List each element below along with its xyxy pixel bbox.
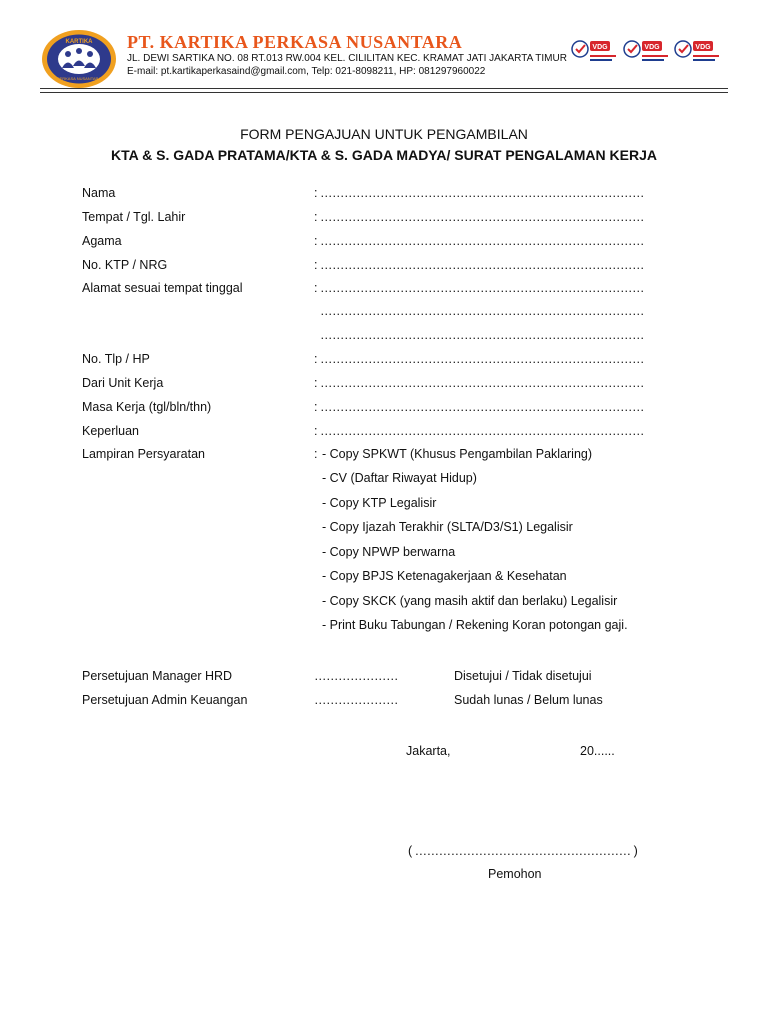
requirement-item: - Copy KTP Legalisir bbox=[322, 496, 437, 510]
form-subtitle: KTA & S. GADA PRATAMA/KTA & S. GADA MADYA/ SURAT PENGALAMAN KERJA bbox=[111, 147, 657, 163]
certification-badge-3 bbox=[673, 38, 721, 66]
logo-bottom-text: PERKASA NUSANTARA bbox=[56, 76, 102, 81]
lampiran-colon: : bbox=[314, 447, 318, 461]
requirement-item: - Copy NPWP berwarna bbox=[322, 545, 456, 559]
requirement-item: - Copy BPJS Ketenagakerjaan & Kesehatan bbox=[322, 569, 567, 583]
certification-badge-1 bbox=[570, 38, 618, 66]
field-fill-tlp[interactable]: : ……………………………………………………………………… bbox=[314, 352, 644, 366]
field-fill-nama[interactable]: : ……………………………………………………………………… bbox=[314, 186, 644, 200]
field-fill-unit[interactable]: : ……………………………………………………………………… bbox=[314, 376, 644, 390]
approval-label-hrd: Persetujuan Manager HRD bbox=[82, 669, 233, 683]
field-label-ktp: No. KTP / NRG bbox=[82, 258, 168, 272]
approval-status-hrd: Disetujui / Tidak disetujui bbox=[454, 669, 592, 683]
cert-label-3: VDG bbox=[695, 44, 711, 51]
approval-fill-hrd[interactable]: ………………… bbox=[314, 669, 398, 683]
approval-label-admin: Persetujuan Admin Keuangan bbox=[82, 693, 248, 707]
requirement-item: - CV (Daftar Riwayat Hidup) bbox=[322, 471, 477, 485]
cert-label-2: VDG bbox=[644, 44, 660, 51]
field-label-nama: Nama bbox=[82, 186, 116, 200]
field-label-keperluan: Keperluan bbox=[82, 424, 139, 438]
field-fill-keperluan[interactable]: : ……………………………………………………………………… bbox=[314, 424, 644, 438]
requirement-item: - Print Buku Tabungan / Rekening Koran potongan gaji. bbox=[322, 618, 628, 632]
company-name: PT. KARTIKA PERKASA NUSANTARA bbox=[127, 32, 463, 52]
field-fill-alamat-3[interactable]: ……………………………………………………………………… bbox=[320, 328, 644, 342]
approval-fill-admin[interactable]: ………………… bbox=[314, 693, 398, 707]
field-fill-agama[interactable]: : ……………………………………………………………………… bbox=[314, 234, 644, 248]
header-divider-thin bbox=[40, 92, 728, 93]
header-divider bbox=[40, 88, 728, 89]
field-fill-ttl[interactable]: : ……………………………………………………………………… bbox=[314, 210, 644, 224]
signature-role: Pemohon bbox=[488, 867, 542, 881]
field-label-agama: Agama bbox=[82, 234, 122, 248]
company-logo bbox=[40, 28, 118, 90]
certification-badge-2 bbox=[622, 38, 670, 66]
logo-top-text: KARTIKA bbox=[65, 39, 93, 45]
field-label-alamat: Alamat sesuai tempat tinggal bbox=[82, 281, 243, 295]
field-label-lampiran: Lampiran Persyaratan bbox=[82, 447, 205, 461]
field-fill-alamat-2[interactable]: ……………………………………………………………………… bbox=[320, 304, 644, 318]
field-label-tlp: No. Tlp / HP bbox=[82, 352, 150, 366]
cert-label-1: VDG bbox=[592, 44, 608, 51]
signature-place: Jakarta, bbox=[406, 744, 451, 758]
company-address: JL. DEWI SARTIKA NO. 08 RT.013 RW.004 KEL. CILILITAN KEC. KRAMAT JATI JAKARTA TIMUR bbox=[127, 53, 567, 64]
requirement-item: - Copy SPKWT (Khusus Pengambilan Paklaring) bbox=[322, 447, 593, 461]
approval-status-admin: Sudah lunas / Belum lunas bbox=[454, 693, 603, 707]
requirement-item: - Copy SKCK (yang masih aktif dan berlaku) Legalisir bbox=[322, 594, 618, 608]
company-contact: E-mail: pt.kartikaperkasaind@gmail.com, Telp: 021-8098211, HP: 081297960022 bbox=[127, 66, 486, 77]
signature-year[interactable]: 20...... bbox=[580, 744, 615, 758]
field-label-ttl: Tempat / Tgl. Lahir bbox=[82, 210, 186, 224]
requirement-item: - Copy Ijazah Terakhir (SLTA/D3/S1) Legalisir bbox=[322, 520, 573, 534]
field-label-masa: Masa Kerja (tgl/bln/thn) bbox=[82, 400, 212, 414]
form-title: FORM PENGAJUAN UNTUK PENGAMBILAN bbox=[240, 126, 528, 142]
field-label-unit: Dari Unit Kerja bbox=[82, 376, 164, 390]
field-fill-masa[interactable]: : ……………………………………………………………………… bbox=[314, 400, 644, 414]
field-fill-alamat[interactable]: : ……………………………………………………………………… bbox=[314, 281, 644, 295]
signature-name-line[interactable]: ( ……………………………………………… ) bbox=[408, 844, 638, 858]
field-fill-ktp[interactable]: : ……………………………………………………………………… bbox=[314, 258, 644, 272]
